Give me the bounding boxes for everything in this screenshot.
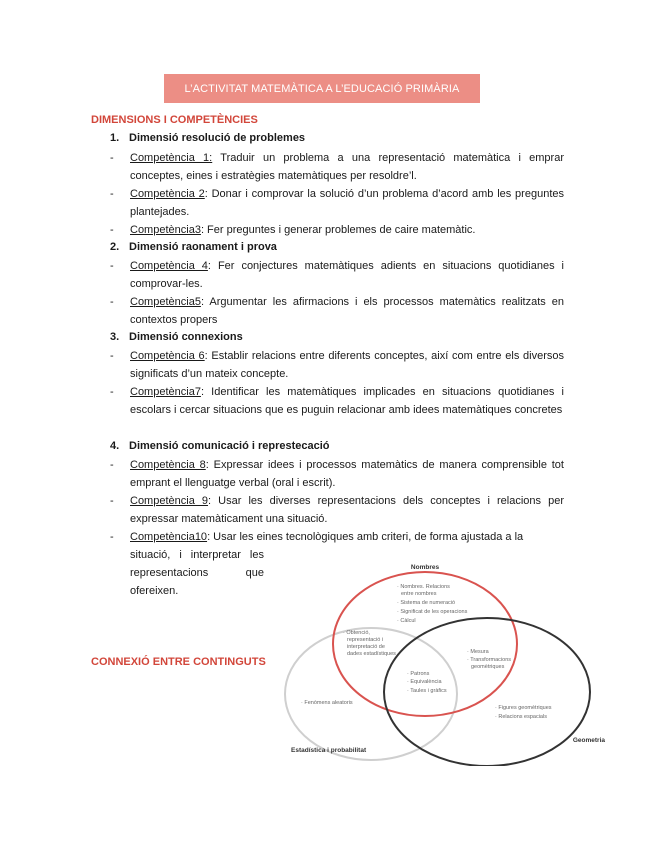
competence-text: : Fer conjectures matemàtiques adients en situacions quotidianes i comprovar-les. (130, 260, 564, 290)
competence-text: Traduir un problema a una representació matemàtica i emprar conceptes, eines i estratègies matemàtiques per resoldre’l. (130, 152, 564, 182)
competence-item: - Competència7: Identificar les matemàtiques implicades en situacions quotidianes i escolars i cercar situacions que es puguin relacionar amb idees matemàtiques concretes (110, 386, 564, 416)
section-heading-connections: CONNEXIÓ ENTRE CONTINGUTS (91, 656, 266, 668)
competence-item: - Competència10: Usar les eines tecnològiques amb criteri, de forma ajustada a la (110, 531, 524, 543)
competence-text: : Usar les diverses representacions dels conceptes i relacions per expressar matemàticament una situació. (130, 495, 564, 525)
competence-label: Competència 4 (130, 260, 208, 272)
dimension-title: Dimensió connexions (129, 331, 243, 343)
competence-text: : Expressar idees i processos matemàtics de manera comprensible tot emprant el llenguatge verbal (oral i escrit). (130, 459, 564, 489)
dimension-title: Dimensió comunicació i represtecació (129, 440, 330, 452)
geometry-item: · Figures geomètriques (495, 705, 552, 711)
competence-item: - Competència3: Fer preguntes i generar problemes de caire matemàtic. (110, 224, 476, 236)
center-item: · Equivalència (407, 679, 442, 685)
competence-label: Competència 2 (130, 188, 205, 200)
overlap-numbers-stats-item: representació i (347, 637, 384, 643)
section-heading-dimensions: DIMENSIONS I COMPETÈNCIES (91, 114, 258, 126)
dimension-title: Dimensió resolució de problemes (129, 132, 306, 144)
dimension-number: 2. (110, 241, 120, 253)
competence-label: Competència 8 (130, 459, 206, 471)
competence-item: - Competència 8: Expressar idees i processos matemàtics de manera comprensible tot emprant el llenguatge verbal (oral i escrit). (110, 459, 564, 489)
competence-item: - Competència5: Argumentar les afirmacions i els processos matemàtics realitzats en contextos propers (110, 296, 564, 326)
geometry-item: · Relacions espacials (495, 714, 547, 720)
dimension-heading (110, 132, 305, 144)
numbers-item: · Significat de les operacions (397, 609, 468, 615)
overlap-numbers-geometry-item: geomètriques (471, 664, 505, 670)
venn-diagram (275, 556, 615, 766)
competence-text: : Establir relacions entre diferents conceptes, així com entre els diversos significats d’un mateix concepte. (130, 350, 564, 380)
competence-label: Competència 1: (130, 152, 213, 164)
overlap-numbers-stats-item: dades estadístiques (347, 651, 396, 657)
dimension-heading (110, 241, 277, 253)
label-numbers: Nombres (410, 564, 440, 571)
dimension-heading (110, 331, 243, 343)
center-item: · Taules i gràfics (407, 688, 447, 694)
overlap-numbers-stats-item: · Obtenció, (343, 630, 370, 636)
competence-label: Competència5 (130, 296, 201, 308)
dimension-number: 1. (110, 132, 120, 144)
competence-item: - Competència 4: Fer conjectures matemàtiques adients en situacions quotidianes i comprovar-les. (110, 260, 564, 290)
competence-item: - Competència 2: Donar i comprovar la solució d’un problema d’acord amb les preguntes plantejades. (110, 188, 564, 218)
overlap-numbers-geometry-item: · Mesura (467, 649, 489, 655)
label-geometry: Geometria (572, 737, 605, 744)
competence-text: : Identificar les matemàtiques implicades en situacions quotidianes i escolars i cercar situacions que es puguin relacionar amb idees matemàtiques concretes (130, 386, 564, 416)
competence-item: - Competència 1: Traduir un problema a una representació matemàtica i emprar conceptes, eines i estratègies matemàtiques per resoldre’l. (110, 152, 564, 182)
competence-label: Competència10 (130, 531, 208, 543)
competence-label: Competència 9 (130, 495, 209, 507)
competence-label: Competència7 (130, 386, 201, 398)
competence-text: : Argumentar les afirmacions i els processos matemàtics realitzats en contextos propers (130, 296, 564, 326)
label-statistics: Estadística i probabilitat (291, 747, 367, 754)
competence-continuation: situació, i interpretar les representacions que ofereixen. (130, 549, 264, 597)
center-item: · Patrons (407, 671, 430, 677)
competence-text: : Fer preguntes i generar problemes de caire matemàtic. (200, 224, 476, 236)
overlap-numbers-geometry-item: · Transformacions (467, 657, 512, 663)
overlap-numbers-stats-item: interpretació de (347, 644, 385, 650)
dimension-title: Dimensió raonament i prova (129, 241, 277, 253)
stats-item: · Fenòmens aleatoris (301, 700, 353, 706)
dimension-number: 4. (110, 440, 120, 452)
numbers-item: entre nombres (401, 591, 437, 597)
competence-item: - Competència 6: Establir relacions entre diferents conceptes, així com entre els diversos significats d’un mateix concepte. (110, 350, 564, 380)
competence-label: Competència 6 (130, 350, 205, 362)
numbers-item: · Nombres. Relacions (397, 584, 450, 590)
dimension-number: 3. (110, 331, 120, 343)
numbers-item: · Càlcul (397, 618, 416, 624)
competence-label: Competència3 (130, 224, 201, 236)
numbers-item: · Sistema de numeració (397, 600, 456, 606)
competence-text: : Donar i comprovar la solució d’un problema d’acord amb les preguntes plantejades. (130, 188, 564, 218)
competence-text: : Usar les eines tecnològiques amb criteri, de forma ajustada a la (207, 531, 524, 543)
page-title: L’ACTIVITAT MATEMÀTICA A L’EDUCACIÓ PRIMÀRIA (164, 74, 480, 103)
competence-item: - Competència 9: Usar les diverses representacions dels conceptes i relacions per expressar matemàticament una situació. (110, 495, 564, 525)
dimension-heading (110, 440, 330, 452)
